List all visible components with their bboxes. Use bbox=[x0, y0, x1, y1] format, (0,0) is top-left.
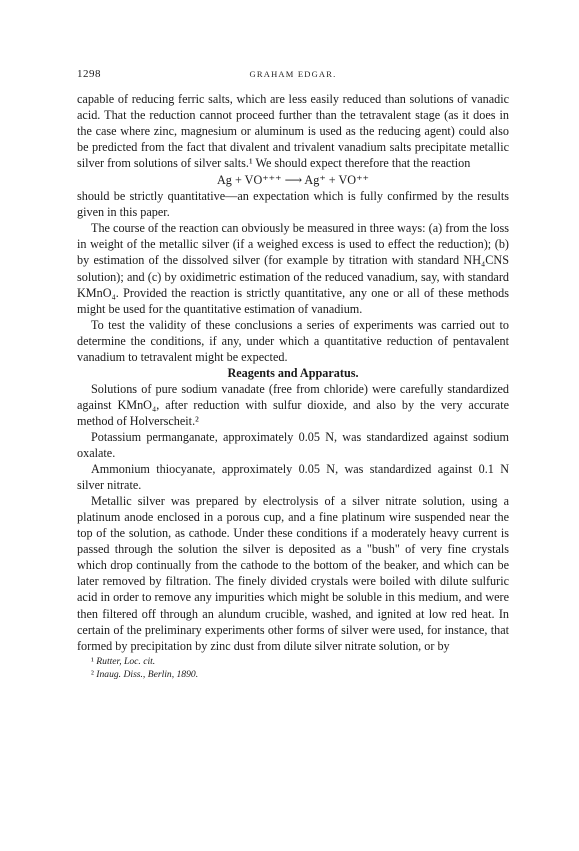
footnotes bbox=[77, 655, 509, 681]
page-number: 1298 bbox=[77, 68, 101, 80]
paragraph: capable of reducing ferric salts, which are less easily reduced than solutions of vanadic acid. That the reduction cannot proceed further than the tetravalent stage (as it does in the case where zinc, magnesium or aluminum is used as the reducing agent) could also be predicted from the fact that divalent and trivalent vanadium salts precipitate metallic silver from solutions of silver salts.¹ We should expect therefore that the reaction bbox=[77, 92, 509, 171]
paragraph: Ammonium thiocyanate, approximately 0.05 N, was standardized against 0.1 N silver nitrate. bbox=[77, 462, 509, 493]
paragraph: should be strictly quantitative—an expectation which is fully confirmed by the results given in this paper. bbox=[77, 189, 509, 220]
running-head: GRAHAM EDGAR. bbox=[249, 69, 337, 79]
footnote bbox=[77, 655, 509, 668]
article-body bbox=[77, 91, 509, 681]
paragraph: Potassium permanganate, approximately 0.05 N, was standardized against sodium oxalate. bbox=[77, 429, 509, 461]
paragraph: The course of the reaction can obviously be measured in three ways: (a) from the loss in weight of the metallic silver (if a weighed excess is used to effect the reduction); (b) by estimation of the dissolved silver (for example by titration with standard NH₄CNS solution); and (c) by oxidimetric estimation of the reduced vanadium, say, with standard KMnO₄. Provided the reaction is strictly quantitative, any one or all of these methods might be used for the quantitative estimation of vanadium. bbox=[77, 221, 509, 316]
page-header bbox=[77, 68, 509, 82]
paragraph: Metallic silver was prepared by electrolysis of a silver nitrate solution, using a platinum anode enclosed in a porous cup, and a fine platinum wire suspended near the top of the solution, as cathode. Under these conditions if a moderately heavy current is passed through the solution the silver is deposited as a "bush" of very fine crystals which drop continually from the cathode to the bottom of the beaker, and which can be later removed by filtration. The finely divided crystals were boiled with dilute sulfuric acid in order to remove any impurities which might be soluble in this medium, and were then filtered off through an alundum crucible, washed, and ignited at low red heat. In certain of the preliminary experiments other forms of silver were used, for instance, that formed by precipitation by zinc dust from dilute silver nitrate solution, or by bbox=[77, 494, 509, 653]
paragraph: Solutions of pure sodium vanadate (free from chloride) were carefully standardized against KMnO₄, after reduction with sulfur dioxide, and also by the very accurate method of Holverscheit.² bbox=[77, 381, 509, 428]
footnote-text: Rutter, Loc. cit. bbox=[96, 655, 156, 667]
section-heading: Reagents and Apparatus. bbox=[227, 365, 359, 380]
reaction-equation: Ag + VO⁺⁺⁺ ⟶ Ag⁺ + VO⁺⁺ bbox=[217, 173, 369, 188]
footnote-mark: ¹ bbox=[91, 655, 94, 667]
footnote-mark: ² bbox=[91, 668, 94, 680]
footnote-text: Inaug. Diss., Berlin, 1890. bbox=[96, 668, 199, 680]
paragraph: To test the validity of these conclusions a series of experiments was carried out to determine the conditions, if any, under which a quantitative reduction of pentavalent vanadium to tetravalent might be expected. bbox=[77, 317, 509, 364]
footnote bbox=[77, 668, 509, 681]
